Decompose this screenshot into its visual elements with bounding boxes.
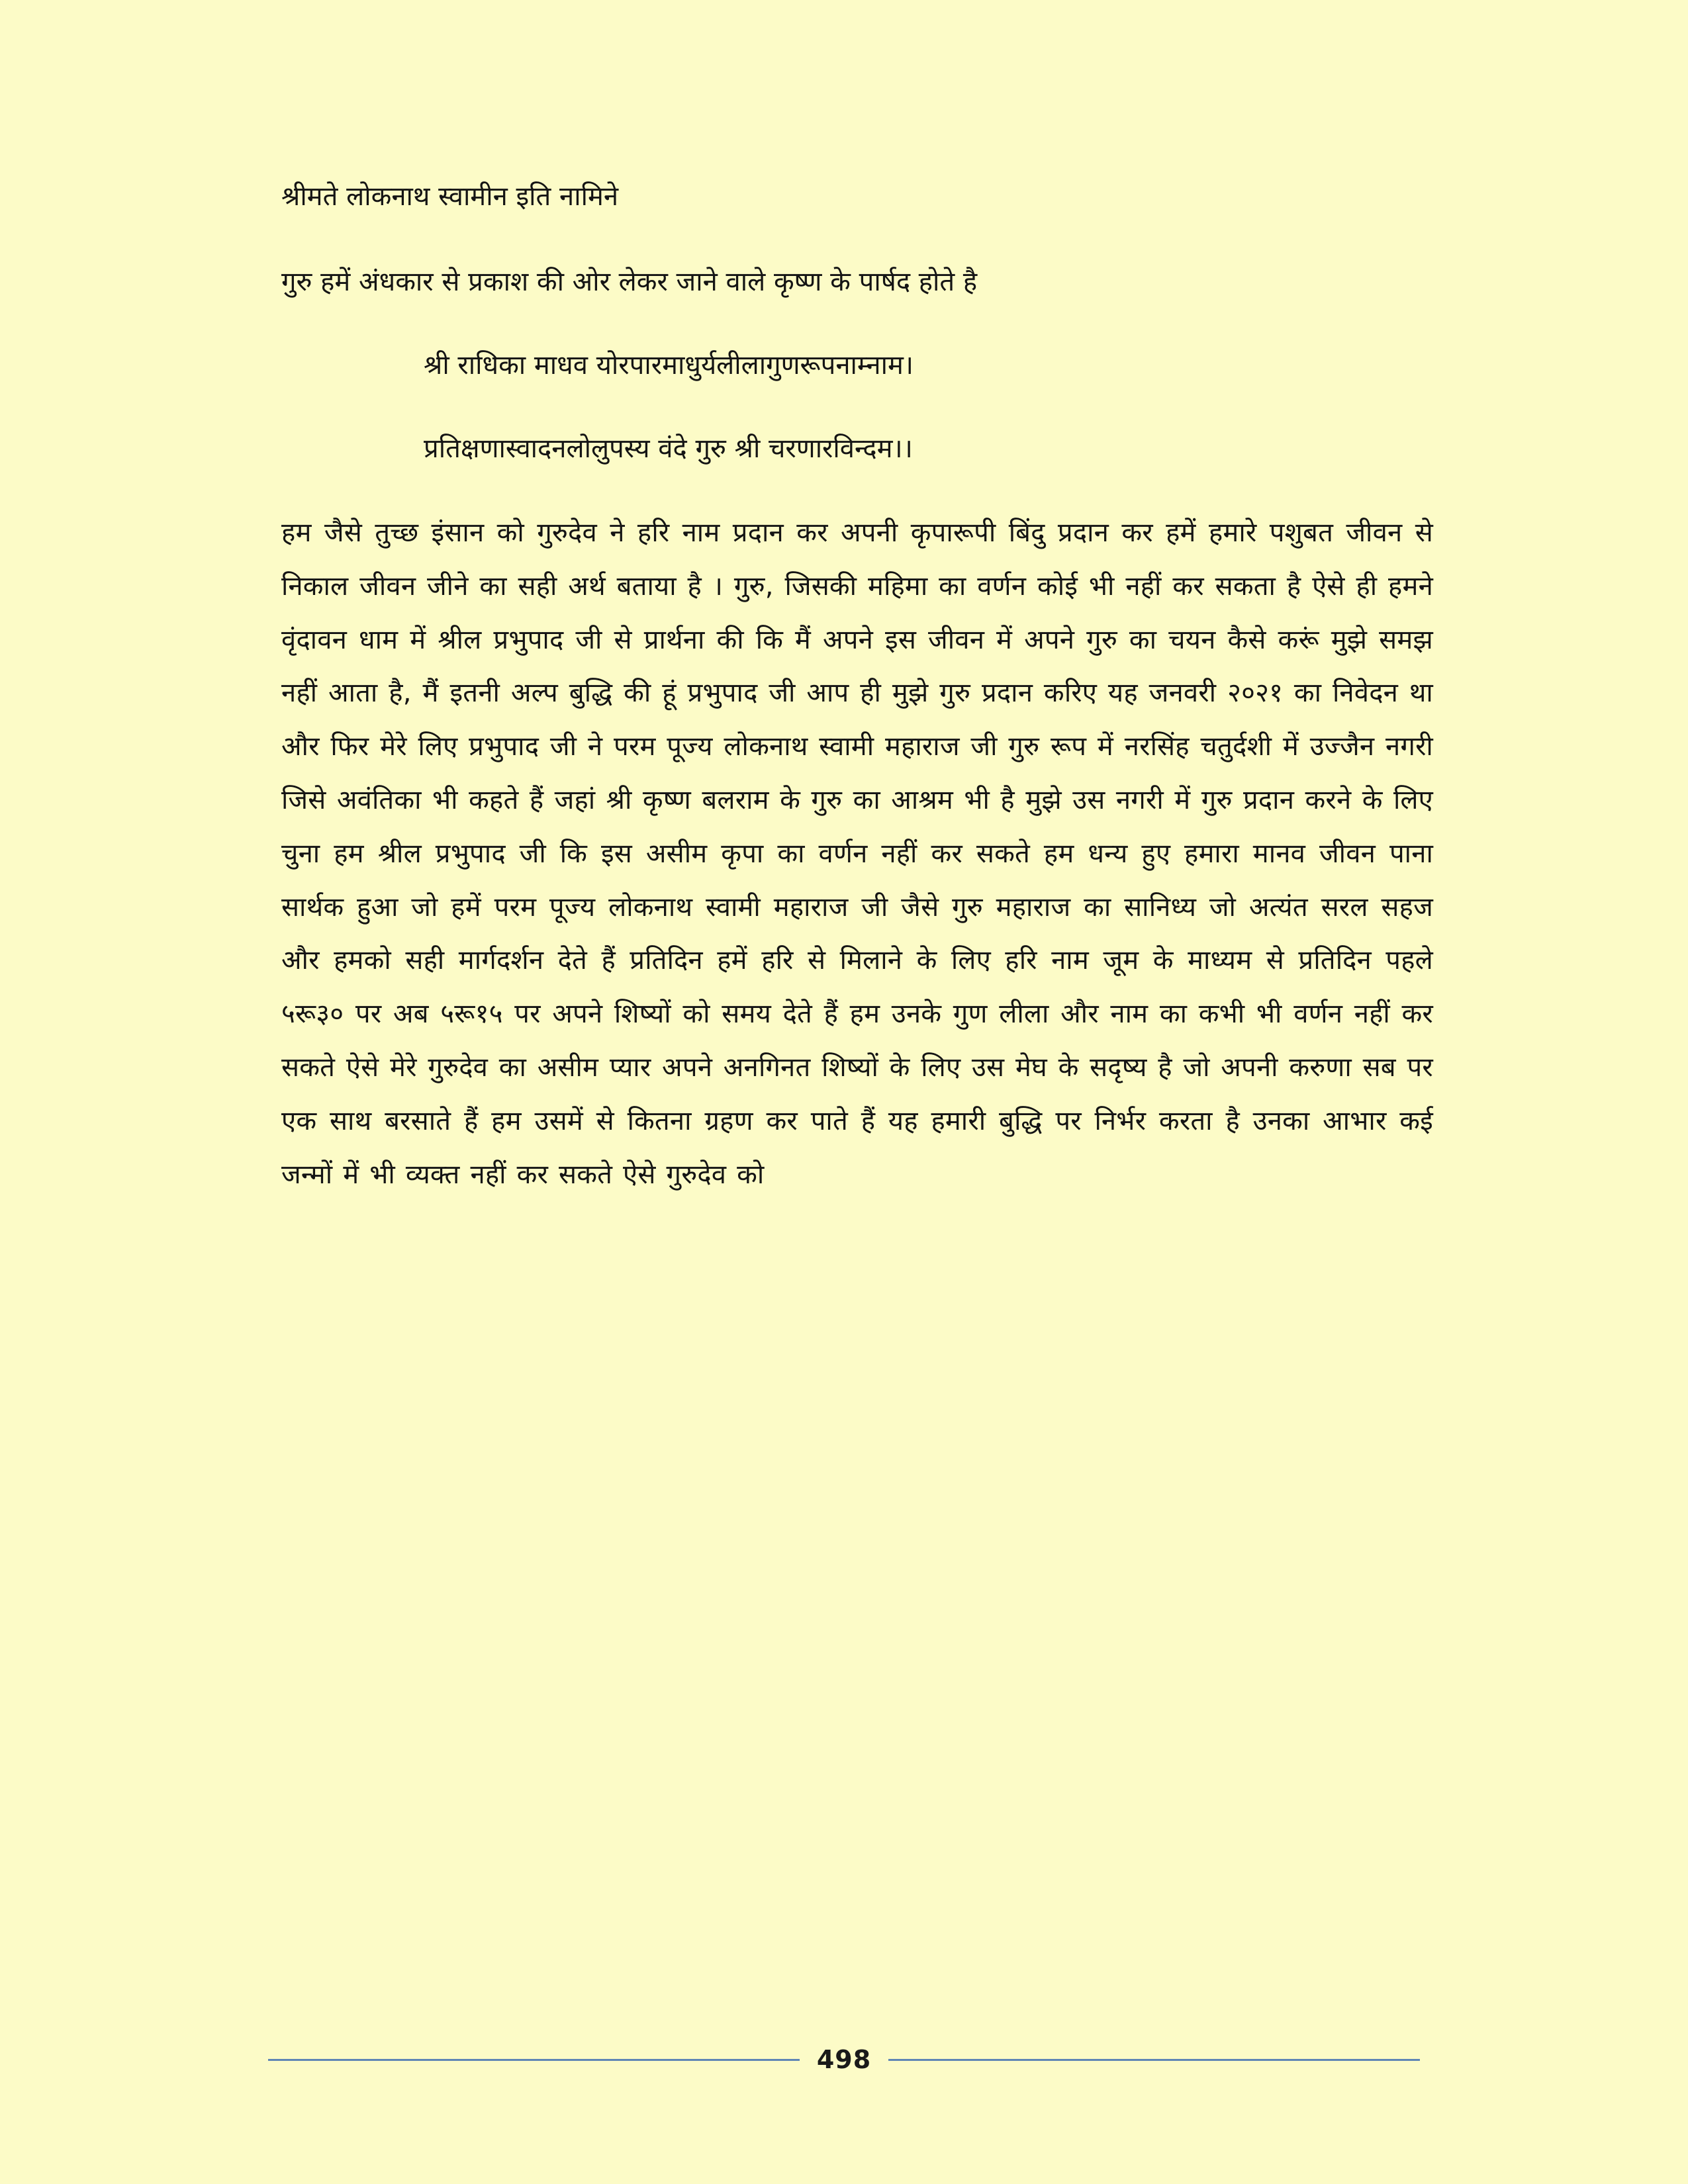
verse-line-1: श्री राधिका माधव योरपारमाधुर्यलीलागुणरूपनाम्नाम। — [424, 350, 914, 381]
verse-line-2: प्रतिक्षणास्वादनलोलुपस्य वंदे गुरु श्री चरणारविन्दम।। — [424, 433, 913, 464]
spacer-4 — [281, 467, 1433, 506]
footer-rule-left — [268, 2059, 800, 2061]
statement-line: गुरु हमें अंधकार से प्रकाश की ओर लेकर जाने वाले कृष्ण के पार्षद होते है — [281, 267, 978, 297]
page-footer — [0, 2045, 1688, 2085]
spacer-1 — [281, 214, 1433, 264]
body-paragraph: हम जैसे तुच्छ इंसान को गुरुदेव ने हरि नाम प्रदान कर अपनी कृपारूपी बिंदु प्रदान कर हमें हमारे पशुबत जीवन से निकाल जीवन जीने का सही अर्थ बताया है । गुरु, जिसकी महिमा का वर्णन कोई भी नहीं कर सकता है ऐसे ही हमने वृंदावन धाम में श्रील प्रभुपाद जी से प्रार्थना की कि मैं अपने इस जीवन में अपने गुरु का चयन कैसे करूं मुझे समझ नहीं आता है, मैं इतनी अल्प बुद्धि की हूं प्रभुपाद जी आप ही मुझे गुरु प्रदान करिए यह जनवरी २०२१ का निवेदन था और फिर मेरे लिए प्रभुपाद जी ने परम पूज्य लोकनाथ स्वामी महाराज जी गुरु रूप में नरसिंह चतुर्दशी में उज्जैन नगरी जिसे अवंतिका भी कहते हैं जहां श्री कृष्ण बलराम के गुरु का आश्रम भी है मुझे उस नगरी में गुरु प्रदान करने के लिए चुना हम श्रील प्रभुपाद जी कि इस असीम कृपा का वर्णन नहीं कर सकते हम धन्य हुए हमारा मानव जीवन पाना सार्थक हुआ जो हमें परम पूज्य लोकनाथ स्वामी महाराज जी जैसे गुरु महाराज का सानिध्य जो अत्यंत सरल सहज और हमको सही मार्गदर्शन देते हैं प्रतिदिन हमें हरि से मिलाने के लिए हरि नाम जूम के माध्यम से प्रतिदिन पहले ५रू३० पर अब ५रू१५ पर अपने शिष्यों को समय देते हैं हम उनके गुण लीला और नाम का कभी भी वर्णन नहीं कर सकते ऐसे मेरे गुरुदेव का असीम प्यार अपने अनगिनत शिष्यों के लिए उस मेघ के सदृष्य है जो अपनी करुणा सब पर एक साथ बरसाते हैं हम उसमें से कितना ग्रहण कर पाते हैं यह हमारी बुद्धि पर निर्भर करता है उनका आभार कई जन्मों में भी व्यक्त नहीं कर सकते ऐसे गुरुदेव को — [281, 518, 1433, 1190]
footer-rule-right — [888, 2059, 1420, 2061]
page-number: 498 — [816, 2045, 872, 2074]
spacer-2 — [281, 300, 1433, 347]
footer-inner — [268, 2045, 1420, 2074]
page-content — [281, 179, 1433, 1201]
spacer-3 — [281, 383, 1433, 431]
invocation-line: श्रीमते लोकनाथ स्वामीन इति नामिने — [281, 181, 619, 212]
